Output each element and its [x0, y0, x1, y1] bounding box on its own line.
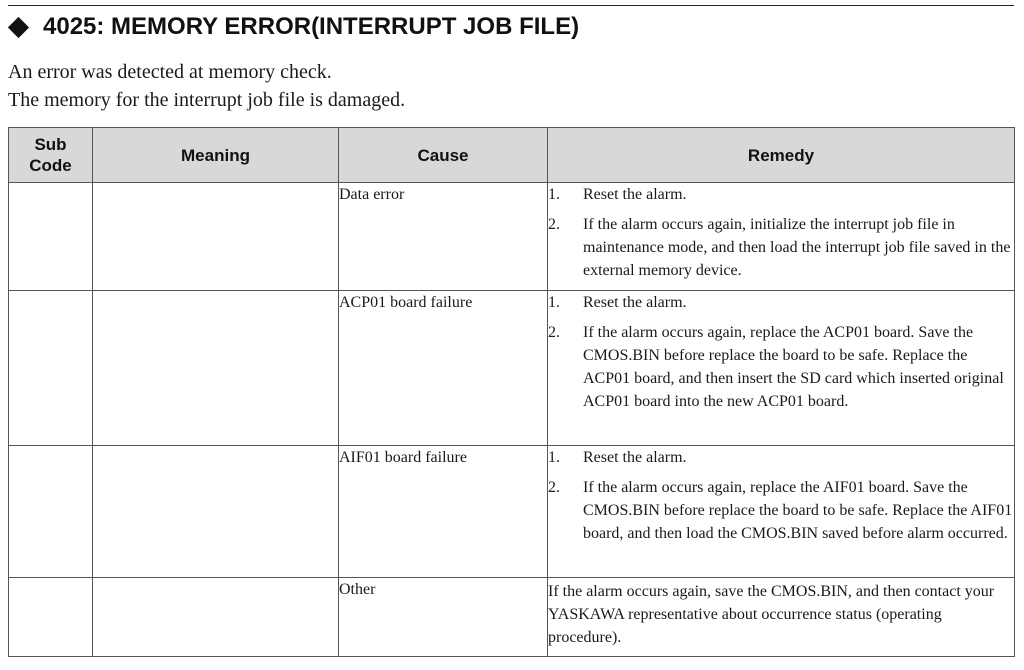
remedy-step: [548, 291, 1014, 314]
step-number: 1.: [548, 294, 560, 311]
header-row: [9, 128, 1015, 183]
remedy-text: If the alarm occurs again, save the CMOS.BIN, and then contact your YASKAWA representative about occurrence status (operating procedure).: [548, 583, 995, 646]
cause-cell: ACP01 board failure: [339, 291, 548, 446]
step-text: If the alarm occurs again, replace the AIF01 board. Save the CMOS.BIN before replace the board to be safe. Replace the AIF01 board, and then load the CMOS.BIN saved before alarm occurred.: [583, 479, 1013, 542]
cause-cell: Data error: [339, 183, 548, 291]
error-table: [8, 127, 1015, 657]
step-number: 2.: [548, 216, 560, 233]
intro-text: [8, 58, 405, 114]
sub-code-cell: [9, 291, 93, 446]
section-heading: [7, 10, 579, 44]
step-text: If the alarm occurs again, initialize the interrupt job file in maintenance mode, and then load the interrupt job file saved in the external memory device.: [583, 216, 1011, 279]
diamond-icon: [8, 16, 29, 37]
step-text: Reset the alarm.: [583, 449, 687, 466]
remedy-step: [548, 213, 1014, 282]
remedy-steps: [548, 446, 1014, 545]
header-sub-code-line: Code: [29, 156, 72, 175]
sub-code-cell: [9, 446, 93, 578]
table-row: [9, 446, 1015, 578]
section-title: 4025: MEMORY ERROR(INTERRUPT JOB FILE): [43, 13, 580, 40]
intro-line: An error was detected at memory check.: [8, 61, 332, 83]
cause-cell: AIF01 board failure: [339, 446, 548, 578]
step-text: Reset the alarm.: [583, 186, 687, 203]
meaning-cell: [93, 183, 339, 291]
meaning-cell: [93, 446, 339, 578]
step-number: 1.: [548, 449, 560, 466]
header-sub-code: [9, 128, 93, 183]
header-meaning: Meaning: [93, 128, 339, 183]
header-remedy: Remedy: [548, 128, 1015, 183]
table-row: [9, 578, 1015, 657]
table-row: [9, 291, 1015, 446]
table-row: [9, 183, 1015, 291]
sub-code-cell: [9, 578, 93, 657]
step-text: Reset the alarm.: [583, 294, 687, 311]
remedy-cell: [548, 291, 1015, 446]
top-rule: [8, 5, 1014, 6]
step-text: If the alarm occurs again, replace the ACP01 board. Save the CMOS.BIN before replace the board to be safe. Replace the ACP01 board, and then insert the SD card which inserted original ACP01 board into the new ACP01 board.: [583, 324, 1004, 410]
remedy-step: [548, 183, 1014, 206]
remedy-cell: [548, 578, 1015, 657]
remedy-cell: [548, 446, 1015, 578]
header-sub-code-line: Sub: [34, 135, 67, 154]
cause-cell: Other: [339, 578, 548, 657]
remedy-cell: [548, 183, 1015, 291]
step-number: 2.: [548, 324, 560, 341]
step-number: 1.: [548, 186, 560, 203]
sub-code-cell: [9, 183, 93, 291]
remedy-steps: [548, 291, 1014, 413]
intro-line: The memory for the interrupt job file is damaged.: [8, 89, 406, 111]
remedy-steps: [548, 183, 1014, 282]
header-cause: Cause: [339, 128, 548, 183]
remedy-step: [548, 321, 1014, 413]
remedy-step: [548, 476, 1014, 545]
remedy-step: [548, 446, 1014, 469]
step-number: 2.: [548, 479, 560, 496]
meaning-cell: [93, 291, 339, 446]
meaning-cell: [93, 578, 339, 657]
